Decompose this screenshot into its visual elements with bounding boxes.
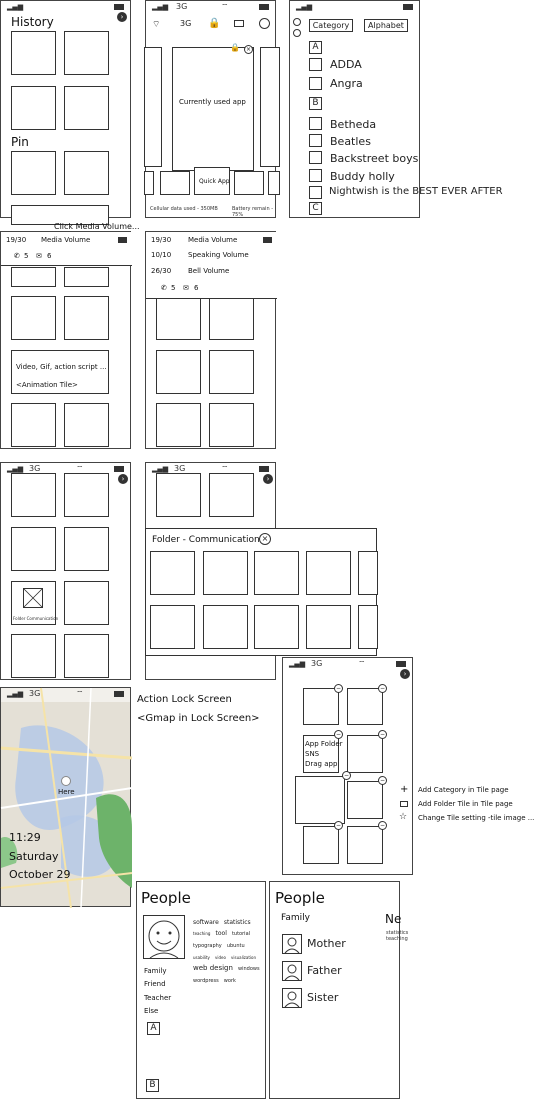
wifi-icon: ⌔ <box>358 659 366 668</box>
lock-small-icon: 🔒 <box>230 43 240 52</box>
remove-icon[interactable]: − <box>343 772 350 779</box>
close-icon[interactable]: × <box>259 533 271 545</box>
signal-icon: ▂▄▆ <box>296 3 313 11</box>
pin-title: Pin <box>11 135 29 149</box>
speaking-volume-value: 10/10 <box>151 251 172 259</box>
network-label: 3G <box>176 2 188 11</box>
media-volume-caption: Click Media Volume... <box>54 222 140 231</box>
3g-toggle-icon[interactable]: 3G <box>180 19 192 28</box>
tag[interactable]: windows <box>238 966 260 972</box>
folder-app-tile[interactable] <box>254 605 299 649</box>
app-icon[interactable] <box>309 151 322 164</box>
tile[interactable] <box>64 581 109 625</box>
bell-volume-value: 26/30 <box>151 267 172 275</box>
folder-icon <box>400 801 408 807</box>
section-letter-b[interactable]: B <box>146 1079 159 1092</box>
search-icon[interactable] <box>293 29 301 37</box>
quick-tile[interactable] <box>144 171 154 195</box>
phone-icon: ✆ <box>161 284 167 292</box>
battery-remain-label: Battery remain - 75% <box>232 206 274 218</box>
tile[interactable] <box>11 151 56 195</box>
remove-icon[interactable]: − <box>335 685 342 692</box>
speaker-icon <box>263 237 272 243</box>
mail-icon: ✉ <box>36 252 42 260</box>
section-letter: A <box>309 41 322 54</box>
mail-icon: ✉ <box>183 284 189 292</box>
signal-icon: ▂▄▆ <box>7 3 24 11</box>
folder-tile-label: Folder Communication <box>13 616 59 621</box>
tag[interactable]: teaching <box>193 931 211 936</box>
battery-icon <box>114 4 124 10</box>
next-icon[interactable]: › <box>118 474 128 484</box>
battery-icon <box>403 4 413 10</box>
media-volume-screen <box>0 231 131 449</box>
network-label: 3G <box>29 464 41 473</box>
group-teacher[interactable]: Teacher <box>144 994 172 1002</box>
list-item[interactable]: Nightwish is the BEST EVER AFTER <box>329 186 503 197</box>
face-icon <box>144 916 184 958</box>
category-button[interactable]: Category <box>309 19 353 32</box>
tag[interactable]: software <box>193 919 219 926</box>
tile[interactable] <box>64 296 109 340</box>
next-section-partial: Ne <box>385 912 402 926</box>
edit-tile[interactable] <box>303 688 339 725</box>
group-family[interactable]: Family <box>144 967 167 975</box>
contact-avatar[interactable] <box>282 961 302 981</box>
wifi-toggle-icon[interactable]: ⌔ <box>152 20 161 30</box>
lock-caption-2: <Gmap in Lock Screen> <box>137 713 260 724</box>
tile[interactable] <box>156 473 201 517</box>
wifi-icon: ⌔ <box>76 464 84 473</box>
back-icon[interactable] <box>293 18 301 26</box>
list-item[interactable]: Betheda <box>330 118 377 131</box>
battery-icon <box>259 466 269 472</box>
group-friend[interactable]: Friend <box>144 980 166 988</box>
tag-cloud <box>193 915 265 985</box>
app-icon[interactable] <box>309 117 322 130</box>
legend-change-tile: Change Tile setting -tile image ... <box>418 814 534 822</box>
next-icon[interactable]: › <box>117 12 127 22</box>
lock-date: October 29 <box>9 868 71 881</box>
tile[interactable] <box>11 296 56 340</box>
people-family-screen <box>269 881 409 1099</box>
remove-icon[interactable]: − <box>379 685 386 692</box>
list-item[interactable]: Angra <box>330 77 363 90</box>
animation-line2: <Animation Tile> <box>16 381 78 389</box>
cellular-data-label: Cellular data used - 350MB <box>150 206 218 212</box>
wifi-icon: ⌔ <box>76 689 84 698</box>
contact-avatar[interactable] <box>282 934 302 954</box>
next-section-item: teaching <box>386 936 408 942</box>
status-bar <box>146 1 275 15</box>
folder-app-tile[interactable] <box>203 605 248 649</box>
folder-placeholder-icon <box>23 588 43 608</box>
lock-caption-1: Action Lock Screen <box>137 694 232 705</box>
status-bar <box>1 1 130 15</box>
here-label: Here <box>58 788 75 796</box>
next-icon[interactable]: › <box>263 474 273 484</box>
tag[interactable]: work <box>223 978 236 984</box>
media-volume-value: 19/30 <box>151 236 172 244</box>
tile[interactable] <box>11 86 56 130</box>
history-title: History <box>11 15 54 29</box>
edit-tile[interactable] <box>347 735 383 773</box>
tile[interactable] <box>156 403 201 447</box>
add-icon: + <box>400 784 409 795</box>
tile[interactable] <box>11 267 56 287</box>
group-else[interactable]: Else <box>144 1007 159 1015</box>
battery-icon <box>259 4 269 10</box>
tile[interactable] <box>64 527 109 571</box>
folder-app-tile[interactable] <box>203 551 248 595</box>
remove-icon[interactable]: − <box>379 777 386 784</box>
current-app-card[interactable] <box>172 47 254 171</box>
folder-line2: SNS <box>305 750 320 758</box>
edit-tile[interactable] <box>347 826 383 864</box>
edit-mode-screen <box>282 657 413 875</box>
signal-icon: ▂▄▆ <box>7 690 24 698</box>
tag[interactable]: video <box>214 955 226 960</box>
app-icon[interactable] <box>309 134 322 147</box>
battery-icon <box>396 661 406 667</box>
signal-icon: ▂▄▆ <box>289 660 306 668</box>
people-title: People <box>141 889 191 907</box>
contact-avatar[interactable] <box>282 988 302 1008</box>
tile[interactable] <box>11 473 56 517</box>
close-icon[interactable]: × <box>245 46 252 53</box>
messages-count: 6 <box>47 252 52 260</box>
wifi-icon: ⌔ <box>221 464 229 473</box>
quick-tile[interactable] <box>160 171 190 195</box>
tile[interactable] <box>209 473 254 517</box>
people-title: People <box>275 889 325 907</box>
tag[interactable]: usability <box>193 955 210 960</box>
app-icon[interactable] <box>309 58 322 71</box>
app-icon[interactable] <box>309 186 322 199</box>
media-volume-label[interactable]: Media Volume <box>188 236 238 244</box>
app-card-left[interactable] <box>144 47 162 167</box>
edit-tile[interactable] <box>303 826 339 864</box>
quick-tile[interactable] <box>234 171 264 195</box>
animation-line1: Video, Gif, action script ... <box>16 363 107 371</box>
section-letter: B <box>309 97 322 110</box>
tile[interactable] <box>64 473 109 517</box>
edit-tile[interactable] <box>347 688 383 725</box>
battery-icon <box>114 466 124 472</box>
app-card-right[interactable] <box>260 47 280 167</box>
people-screen <box>136 881 266 1099</box>
tile[interactable] <box>64 634 109 678</box>
dragged-tile[interactable] <box>295 776 345 824</box>
battery-toggle-icon[interactable] <box>234 20 244 27</box>
folder-app-tile[interactable] <box>150 605 195 649</box>
media-volume-value: 19/30 <box>6 236 27 244</box>
signal-icon: ▂▄▆ <box>152 3 169 11</box>
edit-tile[interactable] <box>347 781 383 819</box>
network-label: 3G <box>29 689 41 698</box>
quick-panel-screen <box>145 0 276 218</box>
tag[interactable]: statistics <box>223 919 251 926</box>
wifi-icon: ⌔ <box>221 2 229 11</box>
missed-calls-count: 5 <box>24 252 29 260</box>
next-section-item: statistics <box>386 930 409 936</box>
tile[interactable] <box>156 350 201 394</box>
folder-popup-title: Folder - Communication <box>152 535 260 545</box>
tag[interactable]: typography <box>193 943 222 949</box>
next-icon[interactable]: › <box>400 669 410 679</box>
speaker-icon <box>118 237 127 243</box>
lock-screen <box>0 687 131 907</box>
tile[interactable] <box>11 403 56 447</box>
contact-mother[interactable]: Mother <box>307 937 346 950</box>
folder-app-tile[interactable] <box>358 605 378 649</box>
remove-icon[interactable]: − <box>335 822 342 829</box>
list-item[interactable]: Backstreet boys <box>330 152 419 165</box>
tile[interactable] <box>11 31 56 75</box>
quick-tile[interactable] <box>268 171 280 195</box>
tag[interactable]: ubuntu <box>226 943 245 949</box>
tile[interactable] <box>11 634 56 678</box>
contact-sister[interactable]: Sister <box>307 991 339 1004</box>
folder-tile-screen <box>0 462 131 680</box>
section-title: Family <box>281 913 310 923</box>
tag[interactable]: web design <box>193 964 233 972</box>
tag[interactable]: visualization <box>231 955 256 960</box>
app-icon[interactable] <box>309 169 322 182</box>
section-letter: C <box>309 202 322 215</box>
tag[interactable]: tool <box>215 930 227 937</box>
folder-app-tile[interactable] <box>306 605 351 649</box>
missed-calls-count: 5 <box>171 284 176 292</box>
tile[interactable] <box>209 350 254 394</box>
phone-icon: ✆ <box>14 252 20 260</box>
speaking-volume-label[interactable]: Speaking Volume <box>188 251 249 259</box>
remove-icon[interactable]: − <box>379 822 386 829</box>
tag[interactable]: tutorial <box>231 931 251 937</box>
tile[interactable] <box>64 86 109 130</box>
power-icon[interactable] <box>259 18 270 29</box>
lock-time: 11:29 <box>9 831 41 844</box>
volume-panel <box>1 232 132 266</box>
folder-app-tile[interactable] <box>254 551 299 595</box>
tile[interactable] <box>209 403 254 447</box>
alphabet-button[interactable]: Alphabet <box>364 19 408 32</box>
app-icon[interactable] <box>309 77 322 90</box>
volume-panel-expanded <box>146 232 277 299</box>
current-app-label: Currently used app <box>179 98 246 106</box>
tile[interactable] <box>156 296 201 340</box>
quick-app-label: Quick App <box>199 178 230 185</box>
media-volume-label[interactable]: Media Volume <box>41 236 91 244</box>
signal-icon: ▂▄▆ <box>7 465 24 473</box>
contact-father[interactable]: Father <box>307 964 342 977</box>
folder-app-tile[interactable] <box>150 551 195 595</box>
status-bar <box>290 1 419 15</box>
lock-day: Saturday <box>9 850 59 863</box>
list-item[interactable]: Beatles <box>330 135 371 148</box>
legend-add-folder: Add Folder Tile in Tile page <box>418 800 513 808</box>
folder-line3: Drag app <box>305 760 338 768</box>
tile[interactable] <box>209 296 254 340</box>
list-item[interactable]: ADDA <box>330 58 362 71</box>
tile[interactable] <box>11 527 56 571</box>
remove-icon[interactable]: − <box>379 731 386 738</box>
tile[interactable] <box>64 403 109 447</box>
folder-line1: App Folder <box>305 740 343 748</box>
signal-icon: ▂▄▆ <box>152 465 169 473</box>
star-icon: ☆ <box>399 812 408 822</box>
bell-volume-label[interactable]: Bell Volume <box>188 267 230 275</box>
tile[interactable] <box>64 151 109 195</box>
profile-avatar[interactable] <box>143 915 185 959</box>
history-screen <box>0 0 131 218</box>
messages-count: 6 <box>194 284 199 292</box>
lock-icon[interactable]: 🔒 <box>208 18 221 29</box>
expanded-volume-screen <box>145 231 276 449</box>
tag[interactable]: wordpress <box>193 978 219 984</box>
folder-popup <box>145 528 377 656</box>
tile[interactable] <box>64 31 109 75</box>
folder-app-tile[interactable] <box>358 551 378 595</box>
location-marker-icon[interactable] <box>61 776 71 786</box>
folder-app-tile[interactable] <box>306 551 351 595</box>
tile[interactable] <box>64 267 109 287</box>
list-item[interactable]: Buddy holly <box>330 170 395 183</box>
section-letter-a[interactable]: A <box>147 1022 160 1035</box>
status-bar <box>283 658 412 672</box>
network-label: 3G <box>174 464 186 473</box>
remove-icon[interactable]: − <box>335 731 342 738</box>
legend-add-category: Add Category in Tile page <box>418 786 509 794</box>
network-label: 3G <box>311 659 323 668</box>
